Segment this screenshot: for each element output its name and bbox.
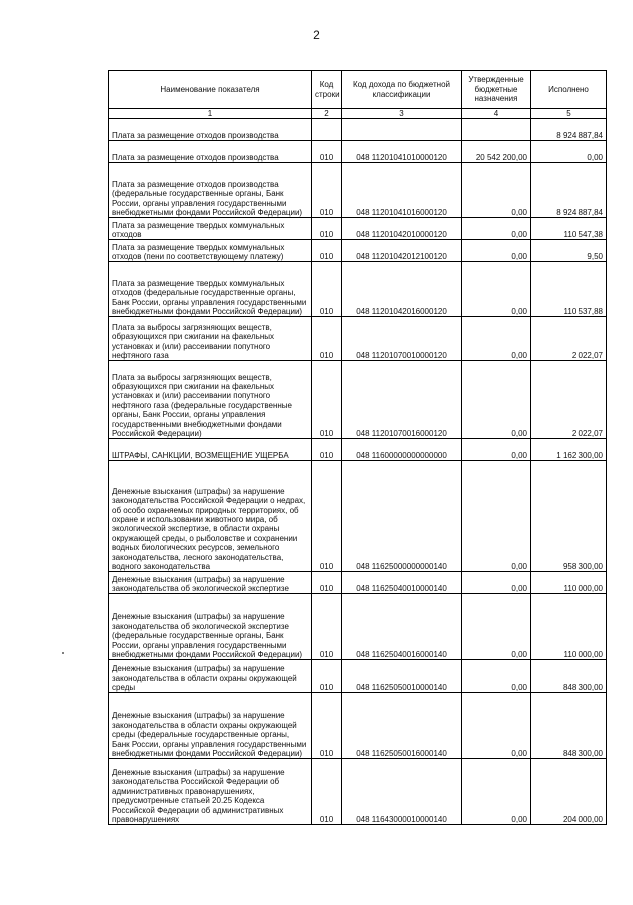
row-line-code: 010 [312,240,342,262]
row-executed: 2 022,07 [531,317,607,361]
row-approved: 0,00 [462,594,531,660]
row-approved: 0,00 [462,693,531,759]
table-row [109,693,607,759]
table-row [109,163,607,218]
row-name: Плата за размещение твердых коммунальных отходов (пени по соответствующему платежу) [109,240,312,262]
column-number-row [109,109,607,119]
row-executed: 958 300,00 [531,461,607,572]
row-executed [531,119,607,141]
row-income-code: 048 11201042010000120 [342,218,462,240]
row-income-code: 048 11201042012100120 [342,240,462,262]
row-name: Плата за выбросы загрязняющих веществ, образующихся при сжигании на факельных установках и (или) рассеивании попутного нефтяного газа (федеральные государственные органы, Банк России, органы управления государственными внебюджетными фондами Российской Федерации) [109,361,312,439]
table-row [109,594,607,660]
row-income-code: 048 11625050010000140 [342,660,462,693]
row-income-code: 048 11201041010000120 [342,141,462,163]
row-income-code: 048 11625050016000140 [342,693,462,759]
row-line-code: 010 [312,317,342,361]
row-income-code: 048 11201070010000120 [342,317,462,361]
row-approved: 0,00 [462,163,531,218]
row-line-code: 010 [312,361,342,439]
table-row [109,361,607,439]
row-approved: 20 542 200,00 [462,141,531,163]
row-approved: 0,00 [462,461,531,572]
row-line-code: 010 [312,572,342,594]
row-approved [462,119,531,141]
table-row [109,461,607,572]
row-executed: 848 300,00 [531,660,607,693]
row-executed: 1 162 300,00 [531,439,607,461]
table-row [109,317,607,361]
row-executed: 110 000,00 [531,594,607,660]
row-line-code: 010 [312,163,342,218]
row-approved: 0,00 [462,240,531,262]
row-line-code: 010 [312,461,342,572]
row-executed: 110 000,00 [531,572,607,594]
row-executed-value: 8 924 887,84 [556,131,603,140]
table-row [109,759,607,825]
row-executed: 8 924 887,84 [531,163,607,218]
row-approved: 0,00 [462,660,531,693]
row-approved: 0,00 [462,262,531,317]
row-name: Плата за размещение твердых коммунальных отходов (федеральные государственные органы, Банк России, органы управления государственными внебюджетными фондами Российской Федерации) [109,262,312,317]
row-approved: 0,00 [462,759,531,825]
column-number: 2 [312,109,342,119]
header-approved: Утвержденные бюджетные назначения [462,71,531,109]
row-approved: 0,00 [462,572,531,594]
column-number: 1 [109,109,312,119]
table-row [109,660,607,693]
row-line-code: 010 [312,218,342,240]
row-name: Денежные взыскания (штрафы) за нарушение законодательства Российской Федерации об административных правонарушениях, предусмотренные статьей 20.25 Кодекса Российской Федерации об административных правонарушениях [109,759,312,825]
row-line-code: 010 [312,594,342,660]
row-executed: 204 000,00 [531,759,607,825]
row-name: ШТРАФЫ, САНКЦИИ, ВОЗМЕЩЕНИЕ УЩЕРБА [109,439,312,461]
header-indicator-name: Наименование показателя [109,71,312,109]
row-income-code: 048 11201070016000120 [342,361,462,439]
header-row [109,71,607,109]
row-name: Денежные взыскания (штрафы) за нарушение законодательства об экологической экспертизе [109,572,312,594]
table-row [109,439,607,461]
row-income-code: 048 11625000000000140 [342,461,462,572]
row-income-code: 048 11600000000000000 [342,439,462,461]
row-executed: 2 022,07 [531,361,607,439]
table-row [109,141,607,163]
row-name: Плата за размещение отходов производства [109,119,312,141]
row-name: Плата за выбросы загрязняющих веществ, образующихся при сжигании на факельных установках и (или) рассеивании попутного нефтяного газа [109,317,312,361]
table-row [109,119,607,141]
table-row [109,572,607,594]
row-income-code [342,119,462,141]
row-name: Денежные взыскания (штрафы) за нарушение законодательства об экологической экспертизе (федеральные государственные органы, Банк России, органы управления государственными внебюджетными фондами Российской Федерации) [109,594,312,660]
page-number: 2 [313,28,320,42]
row-name: Денежные взыскания (штрафы) за нарушение законодательства Российской Федерации о недрах, об особо охраняемых природных территориях, об охране и использовании животного мира, об экологической экспертизе, в области охраны окружающей среды, о рыболовстве и сохранении водных биологических ресурсов, земельного законодательства, лесного законодательства, водного законодательства [109,461,312,572]
row-approved: 0,00 [462,439,531,461]
row-executed: 9,50 [531,240,607,262]
row-approved: 0,00 [462,361,531,439]
row-line-code: 010 [312,141,342,163]
row-name: Денежные взыскания (штрафы) за нарушение законодательства в области охраны окружающей среды [109,660,312,693]
row-line-code: 010 [312,262,342,317]
row-name: Плата за размещение отходов производства [109,141,312,163]
row-income-code: 048 11625040010000140 [342,572,462,594]
header-line-code: Код строки [312,71,342,109]
row-executed: 848 300,00 [531,693,607,759]
row-name: Денежные взыскания (штрафы) за нарушение законодательства в области охраны окружающей среды (федеральные государственные органы, Банк России, органы управления государственными внебюджетными фондами Российской Федерации) [109,693,312,759]
header-income-code: Код дохода по бюджетной классификации [342,71,462,109]
row-income-code: 048 11201042016000120 [342,262,462,317]
row-income-code: 048 11625040016000140 [342,594,462,660]
row-line-code [312,119,342,141]
row-line-code: 010 [312,759,342,825]
row-income-code: 048 11201041016000120 [342,163,462,218]
table-row [109,262,607,317]
row-approved: 0,00 [462,218,531,240]
row-income-code: 048 11643000010000140 [342,759,462,825]
row-executed: 110 547,38 [531,218,607,240]
row-line-code: 010 [312,660,342,693]
row-line-code: 010 [312,693,342,759]
column-number: 4 [462,109,531,119]
row-executed: 110 537,88 [531,262,607,317]
table-row [109,218,607,240]
scan-artifact-dot [62,652,64,654]
budget-execution-table [108,70,607,825]
row-executed: 0,00 [531,141,607,163]
column-number: 3 [342,109,462,119]
column-number: 5 [531,109,607,119]
row-approved: 0,00 [462,317,531,361]
row-name: Плата за размещение отходов производства (федеральные государственные органы, Банк России, органы управления государственными внебюджетными фондами Российской Федерации) [109,163,312,218]
header-executed: Исполнено [531,71,607,109]
table-row [109,240,607,262]
row-name: Плата за размещение твердых коммунальных отходов [109,218,312,240]
row-line-code: 010 [312,439,342,461]
